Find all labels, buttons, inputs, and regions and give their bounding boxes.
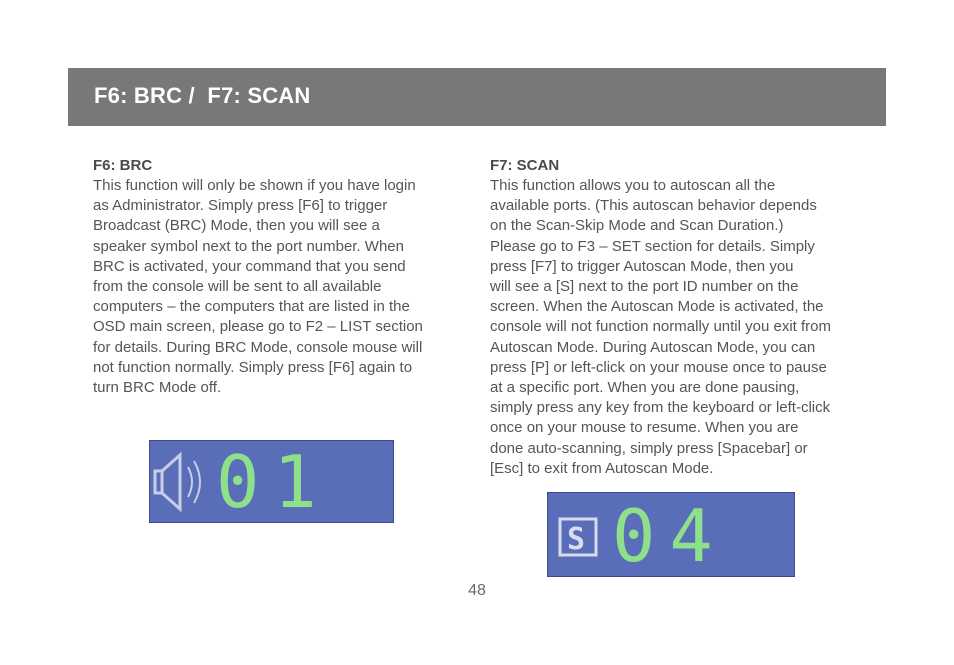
svg-text:S: S: [567, 522, 586, 557]
brc-heading: F6: BRC: [93, 157, 153, 174]
brc-text-line: speaker symbol next to the port number. When: [93, 237, 404, 255]
brc-text-line: This function will only be shown if you have login: [93, 177, 416, 194]
page-number: 48: [468, 582, 486, 599]
speaker-icon: [155, 455, 200, 509]
brc-text-line: BRC is activated, your command that you send: [93, 257, 406, 275]
scan-text-line: Please go to F3 – SET section for details. Simply: [490, 237, 815, 255]
brc-port-number: 01: [216, 441, 331, 522]
brc-osd-graphic: [150, 441, 393, 522]
scan-text-line: This function allows you to autoscan all the: [490, 177, 776, 194]
scan-heading: F7: SCAN: [490, 157, 560, 174]
scan-text-line: console will not function normally until you exit from: [490, 318, 831, 336]
scan-text-line: available ports. (This autoscan behavior depends: [490, 197, 817, 215]
scan-description: [490, 176, 865, 479]
brc-text-line: OSD main screen, please go to F2 – LIST section: [93, 318, 423, 336]
scan-osd-screenshot: [547, 492, 795, 577]
scan-text-line: Autoscan Mode. During Autoscan Mode, you can: [490, 338, 816, 356]
brc-text-line: computers – the computers that are listed in the: [93, 298, 410, 316]
scan-port-number: 04: [612, 494, 727, 576]
brc-column: [93, 156, 458, 398]
brc-text-line: turn BRC Mode off.: [93, 379, 222, 397]
scan-text-line: at a specific port. When you are done pausing,: [490, 379, 800, 397]
brc-text-line: from the console will be sent to all available: [93, 278, 382, 296]
brc-text-line: as Administrator. Simply press [F6] to trigger: [93, 197, 388, 215]
scan-text-line: will see a [S] next to the port ID number on the: [490, 278, 799, 296]
scan-s-icon: [560, 519, 596, 557]
scan-osd-graphic: [548, 493, 794, 576]
scan-text-line: [Esc] to exit from Autoscan Mode.: [490, 459, 714, 477]
brc-text-line: for details. During BRC Mode, console mouse will: [93, 338, 423, 356]
scan-text-line: screen. When the Autoscan Mode is activated, the: [490, 298, 824, 316]
page-title: F6: BRC / F7: SCAN: [94, 83, 311, 108]
scan-column: [490, 156, 865, 479]
scan-text-line: once on your mouse to resume. When you are: [490, 419, 799, 437]
scan-text-line: done auto-scanning, simply press [Spacebar] or: [490, 439, 808, 457]
brc-description: [93, 176, 458, 398]
scan-text-line: press [P] or left-click on your mouse once to pause: [490, 358, 827, 376]
scan-text-line: press [F7] to trigger Autoscan Mode, then you: [490, 257, 794, 275]
section-header-bar: [68, 68, 886, 126]
brc-text-line: not function normally. Simply press [F6] again to: [93, 358, 413, 376]
scan-text-line: simply press any key from the keyboard or left-click: [490, 399, 831, 417]
brc-osd-screenshot: [149, 440, 394, 523]
brc-text-line: Broadcast (BRC) Mode, then you will see a: [93, 217, 380, 235]
scan-text-line: on the Scan-Skip Mode and Scan Duration.): [490, 217, 784, 235]
